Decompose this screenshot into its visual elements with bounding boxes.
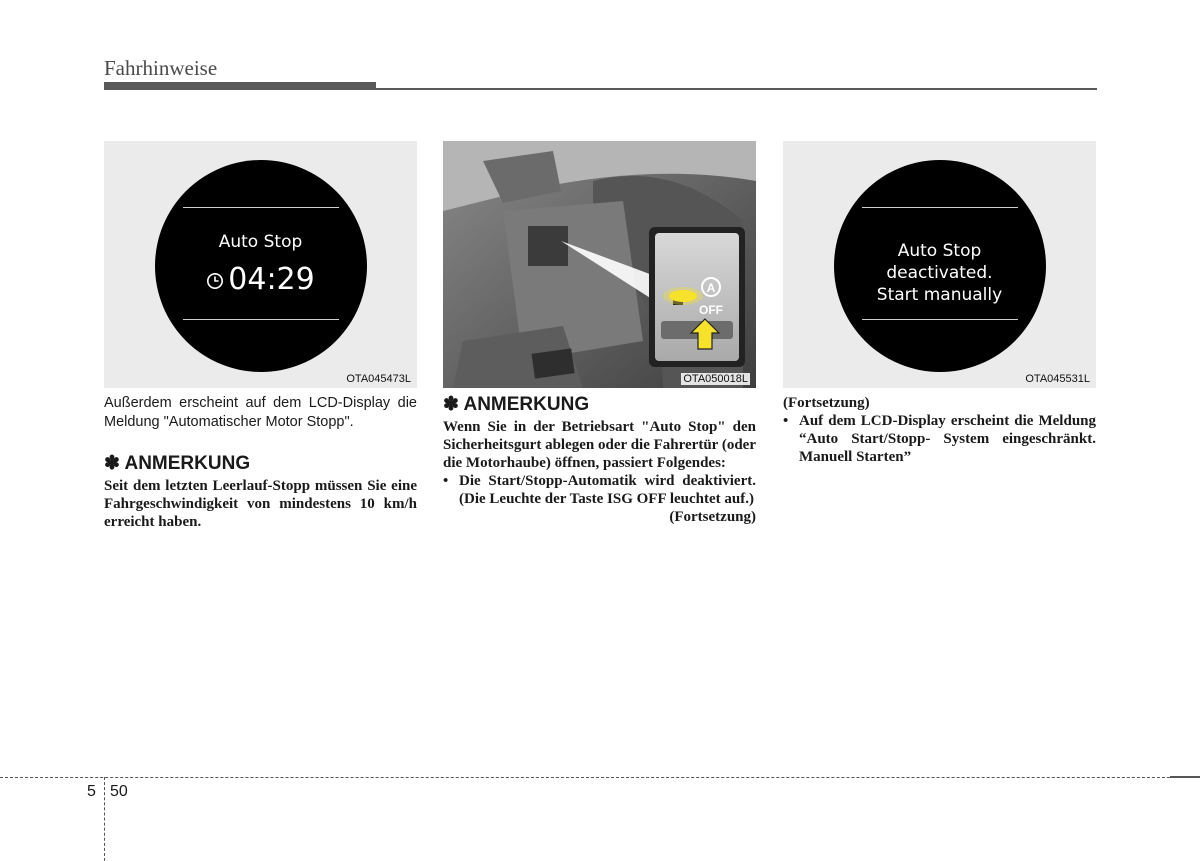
lcd-divider [862,319,1018,320]
lcd-divider [183,319,339,320]
lcd-label: Auto Stop [218,232,303,252]
page-number: 50 [110,783,128,800]
lcd-line-1: Auto Stop [897,241,982,261]
note-heading: ✽ ANMERKUNG [104,453,251,474]
lcd-divider [862,207,1018,208]
figure-isg-off-button [443,141,756,388]
figure-lcd-deactivated [783,141,1096,388]
clock-icon [206,272,224,290]
figure-code: OTA045531L [1025,373,1090,385]
bullet-text: Auf dem LCD-Display erscheint die Meldung “Auto Start/Stopp- System eingeschränkt. Manuell Starten” [799,413,1096,465]
footer-divider [104,777,105,861]
bullet-item [783,412,1096,466]
bullet-text: Die Start/Stopp-Automatik wird deaktiviert. (Die Leuchte der Taste ISG OFF leuchtet auf.) [459,473,756,507]
figure-code: OTA050018L [683,373,748,385]
body-paragraph: Außerdem erscheint auf dem LCD-Display die Meldung "Automatischer Motor Stopp". [104,395,417,430]
column-1 [104,394,417,531]
chapter-number: 5 [87,783,96,800]
lcd-line-3: Start manually [876,285,1003,305]
lcd-line-2: deactivated. [886,263,993,283]
isg-button-text: OFF [699,303,723,317]
column-2 [443,394,756,526]
dashboard-illustration [443,141,756,388]
bullet-item [443,472,756,508]
lcd-time-value: 04:29 [228,262,315,297]
lcd-timer [155,262,367,297]
continuation-note: (Fortsetzung) [669,509,756,525]
isg-button-letter: A [706,281,716,295]
note-text: Seit dem letzten Leerlauf-Stopp müssen Sie eine Fahrgeschwindigkeit von mindestens 10 km/h erreicht haben. [104,478,417,530]
note-text: Wenn Sie in der Betriebsart "Auto Stop" den Sicherheitsgurt ablegen oder die Fahrertür (oder die Motorhaube) öffnen, passiert Folgendes: [443,419,756,471]
footer-rule [0,777,1200,778]
continuation-note: (Fortsetzung) [783,395,870,411]
note-heading: ✽ ANMERKUNG [443,394,590,415]
page-header-title: Fahrhinweise [104,56,218,80]
figure-lcd-auto-stop [104,141,417,388]
column-3 [783,394,1096,466]
lcd-display [834,160,1046,372]
lcd-display [155,160,367,372]
header-rule [104,88,1097,90]
bullet-dot: • [443,473,449,489]
lcd-divider [183,207,339,208]
footer-rule-end [1170,776,1200,778]
bullet-dot: • [783,413,789,429]
figure-code: OTA045473L [346,373,411,385]
